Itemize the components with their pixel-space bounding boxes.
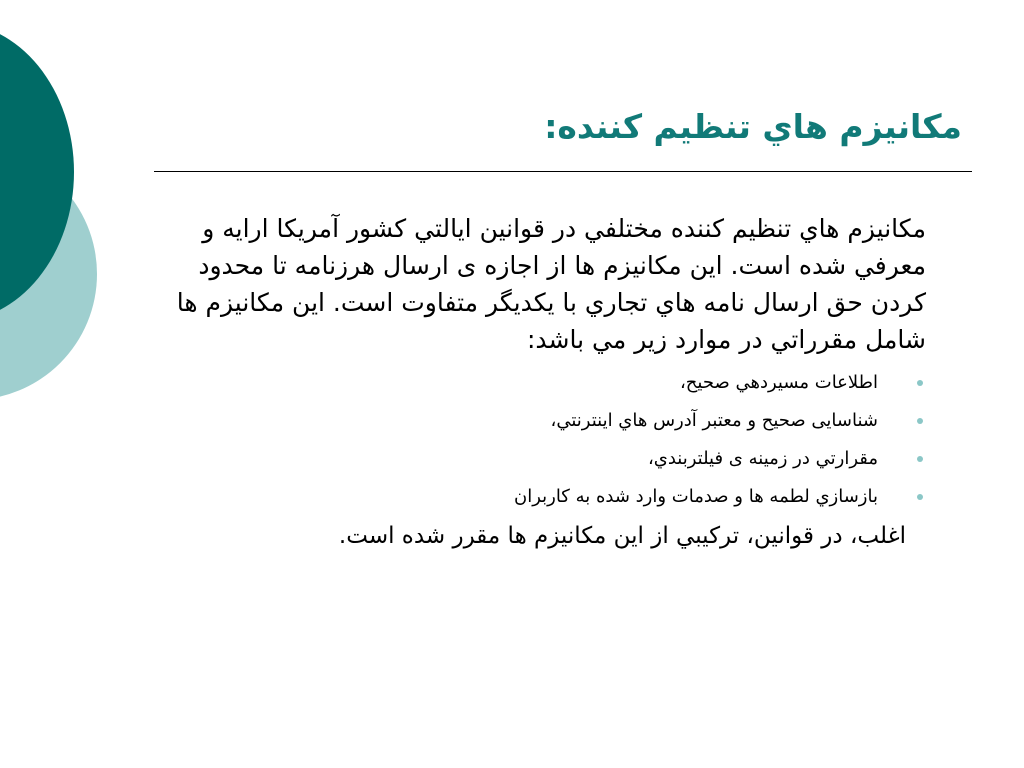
slide-title: مكانيزم هاي تنظيم كننده: — [544, 107, 962, 146]
closing-sentence: اغلب، در قوانين، تركيبي از اين مكانيزم ها مقرر شده است. — [338, 523, 906, 549]
bullet-text: شناسایی صحیح و معتبر آدرس هاي اينترنتي، — [550, 410, 878, 431]
round-bullet-icon — [917, 418, 923, 424]
bullet-list — [166, 364, 926, 516]
bullet-item — [166, 364, 926, 402]
round-bullet-icon — [917, 456, 923, 462]
bullet-text: مقرارتي در زمينه ی فيلتربندي، — [647, 448, 878, 469]
slide-body — [166, 210, 926, 552]
intro-paragraph: مكانيزم هاي تنظيم كننده مختلفي در قوانين ايالتي كشور آمريكا ارايه و معرفي شده است. اين مكانيزم ها از اجازه ی ارسال هرزنامه تا محدود كردن حق ارسال نامه هاي تجاري با يكديگر متفاوت است. اين مكانيزم ها شامل مقرراتي در موارد زير مي باشد: — [176, 214, 926, 354]
round-bullet-icon — [917, 380, 923, 386]
title-divider — [154, 171, 972, 172]
bullet-text: اطلاعات مسيردهي صحيح، — [679, 372, 878, 393]
bullet-item — [166, 402, 926, 440]
bullet-item — [166, 478, 926, 516]
round-bullet-icon — [917, 494, 923, 500]
bullet-item — [166, 440, 926, 478]
bullet-text: بازسازي لطمه ها و صدمات وارد شده به كاربران — [513, 486, 878, 507]
